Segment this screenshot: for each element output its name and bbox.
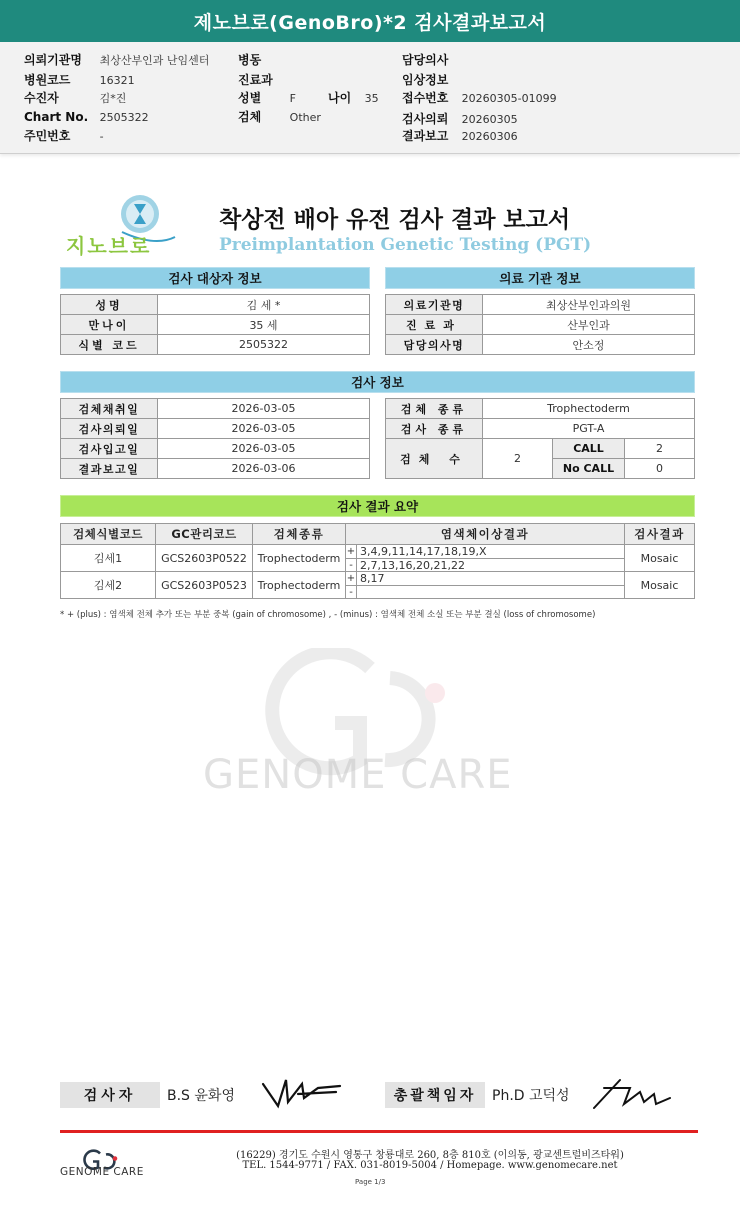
test-label-collection-date: 검체채취일: [61, 399, 158, 419]
table-row: [61, 459, 370, 479]
table-row: [61, 315, 370, 335]
result-specimen-id: 김세2: [61, 572, 156, 599]
table-row: [386, 399, 695, 419]
director-name: Ph.D 고덕성: [492, 1088, 570, 1104]
result-chromosome-cell: [346, 572, 625, 599]
footer-address: (16229) 경기도 수원시 영통구 창룡대로 260, 8층 810호 (이의동, 광교센트럴비즈타워): [236, 1150, 624, 1161]
report-title-korean: 착상전 배아 유전 검사 결과 보고서: [219, 207, 571, 233]
result-test-result: Mosaic: [625, 572, 695, 599]
result-test-result: Mosaic: [625, 545, 695, 572]
institution-label-doctor: 담당의사명: [386, 335, 483, 355]
info-age: 나이 35: [328, 91, 379, 105]
subject-info-table: [60, 294, 370, 355]
plus-sign: +: [346, 546, 356, 557]
institution-info-heading: 의료 기관 정보: [385, 267, 695, 289]
chromosome-abnormality-list: [346, 545, 624, 571]
institution-label-department: 진료과: [386, 315, 483, 335]
info-ward: 병동: [238, 53, 262, 67]
info-request-date: 검사의뢰 20260305: [402, 112, 518, 126]
table-row: [61, 295, 370, 315]
test-value-collection-date: 2026-03-05: [158, 399, 370, 419]
test-label-request-date: 검사의뢰일: [61, 419, 158, 439]
column-header-chromosome-result: 염색체이상결과: [346, 524, 625, 545]
table-row: [386, 439, 695, 459]
institution-info-table: [385, 294, 695, 355]
institution-value-doctor: 안소정: [483, 335, 695, 355]
test-label-report-date: 결과보고일: [61, 459, 158, 479]
test-label-test-type: 검사 종류: [386, 419, 483, 439]
genome-care-logo-icon: [60, 1140, 150, 1185]
info-report-date: 결과보고 20260306: [402, 129, 518, 143]
table-row: [61, 545, 695, 572]
subject-label-name: 성명: [61, 295, 158, 315]
column-header-test-result: 검사결과: [625, 524, 695, 545]
tester-signature-icon: [258, 1072, 348, 1112]
report-title-english: Preimplantation Genetic Testing (PGT): [219, 235, 592, 255]
footer-contact: TEL. 1544-9771 / FAX. 031-8019-5004 / Homepage. www.genomecare.net: [242, 1160, 618, 1171]
test-value-specimen-type: Trophectoderm: [483, 399, 695, 419]
result-gc-code: GCS2603P0522: [156, 545, 253, 572]
result-footnote: * + (plus) : 염색체 전체 추가 또는 부분 중복 (gain of chromosome) , - (minus) : 염색체 전체 소실 또는 부분 결실 (loss of chromosome): [60, 610, 596, 620]
chromosome-gain-values: 8,17: [360, 572, 385, 585]
footer-logo-text: GENOME CARE: [60, 1166, 144, 1178]
subject-label-age: 만나이: [61, 315, 158, 335]
info-department: 진료과: [238, 73, 273, 87]
institution-value-name: 최상산부인과의원: [483, 295, 695, 315]
info-receipt-no: 접수번호 20260305-01099: [402, 91, 557, 105]
result-summary-table: [60, 523, 695, 599]
result-specimen-id: 김세1: [61, 545, 156, 572]
column-header-specimen-type: 검체종류: [253, 524, 346, 545]
test-value-call: 2: [625, 439, 695, 459]
info-patient-name: 수진자 김*진: [24, 91, 127, 105]
subject-info-heading: 검사 대상자 정보: [60, 267, 370, 289]
test-value-specimen-count: 2: [483, 439, 553, 479]
watermark-text: GENOME CARE: [203, 752, 513, 798]
director-label: 총괄책임자: [385, 1082, 485, 1108]
chromosome-loss-row: [346, 585, 624, 598]
table-row: [61, 572, 695, 599]
result-gc-code: GCS2603P0523: [156, 572, 253, 599]
subject-label-id-code: 식별 코드: [61, 335, 158, 355]
test-dates-table: [60, 398, 370, 479]
minus-sign: -: [346, 559, 357, 571]
test-value-report-date: 2026-03-06: [158, 459, 370, 479]
info-hospital-code: 병원코드 16321: [24, 73, 135, 87]
info-doctor: 담당의사: [402, 53, 449, 67]
table-header-row: [61, 524, 695, 545]
chromosome-gain-row: [346, 545, 624, 558]
request-info-panel: [0, 42, 740, 154]
table-row: [386, 295, 695, 315]
subject-value-name: 김 세 *: [158, 295, 370, 315]
table-row: [386, 335, 695, 355]
table-row: [61, 335, 370, 355]
tester-name: B.S 윤화영: [167, 1088, 235, 1104]
page-number: Page 1/3: [355, 1178, 386, 1186]
test-label-receipt-date: 검사입고일: [61, 439, 158, 459]
table-row: [61, 399, 370, 419]
institution-label-name: 의료기관명: [386, 295, 483, 315]
chromosome-loss-values: 2,7,13,16,20,21,22: [360, 558, 465, 572]
subject-value-id-code: 2505322: [158, 335, 370, 355]
plus-sign: +: [346, 573, 356, 584]
info-clinical: 임상정보: [402, 73, 449, 87]
table-row: [386, 419, 695, 439]
test-info-heading: 검사 정보: [60, 371, 695, 393]
test-value-request-date: 2026-03-05: [158, 419, 370, 439]
director-signature-icon: [590, 1074, 680, 1114]
subject-value-age: 35 세: [158, 315, 370, 335]
result-specimen-type: Trophectoderm: [253, 545, 346, 572]
test-specimen-table: [385, 398, 695, 479]
test-value-receipt-date: 2026-03-05: [158, 439, 370, 459]
table-row: [386, 315, 695, 335]
column-header-specimen-id: 검체식별코드: [61, 524, 156, 545]
table-row: [61, 419, 370, 439]
chromosome-abnormality-list: [346, 572, 624, 598]
chromosome-loss-row: [346, 558, 624, 571]
chromosome-gain-values: 3,4,9,11,14,17,18,19,X: [360, 545, 487, 558]
result-chromosome-cell: [346, 545, 625, 572]
info-sex: 성별 F: [238, 91, 296, 105]
genobro-logo-text: 지노브로: [66, 234, 152, 258]
table-row: [61, 439, 370, 459]
test-value-test-type: PGT-A: [483, 419, 695, 439]
institution-value-department: 산부인과: [483, 315, 695, 335]
chromosome-gain-row: [346, 572, 624, 585]
test-label-specimen-type: 검체 종류: [386, 399, 483, 419]
info-chart-no: Chart No. 2505322: [24, 110, 149, 124]
info-requesting-institution: 의뢰기관명 최상산부인과 난임센터: [24, 53, 210, 67]
footer-divider: [60, 1130, 698, 1133]
test-label-call: CALL: [553, 439, 625, 459]
result-summary-heading: 검사 결과 요약: [60, 495, 695, 517]
report-banner-title: 제노브로(GenoBro)*2 검사결과보고서: [0, 0, 740, 42]
test-value-no-call: 0: [625, 459, 695, 479]
tester-label: 검사자: [60, 1082, 160, 1108]
column-header-gc-code: GC관리코드: [156, 524, 253, 545]
test-label-specimen-count: 검체 수: [386, 439, 483, 479]
info-specimen: 검체 Other: [238, 110, 321, 124]
minus-sign: -: [346, 586, 357, 598]
test-label-no-call: No CALL: [553, 459, 625, 479]
result-specimen-type: Trophectoderm: [253, 572, 346, 599]
info-resident-no: 주민번호 -: [24, 129, 104, 143]
